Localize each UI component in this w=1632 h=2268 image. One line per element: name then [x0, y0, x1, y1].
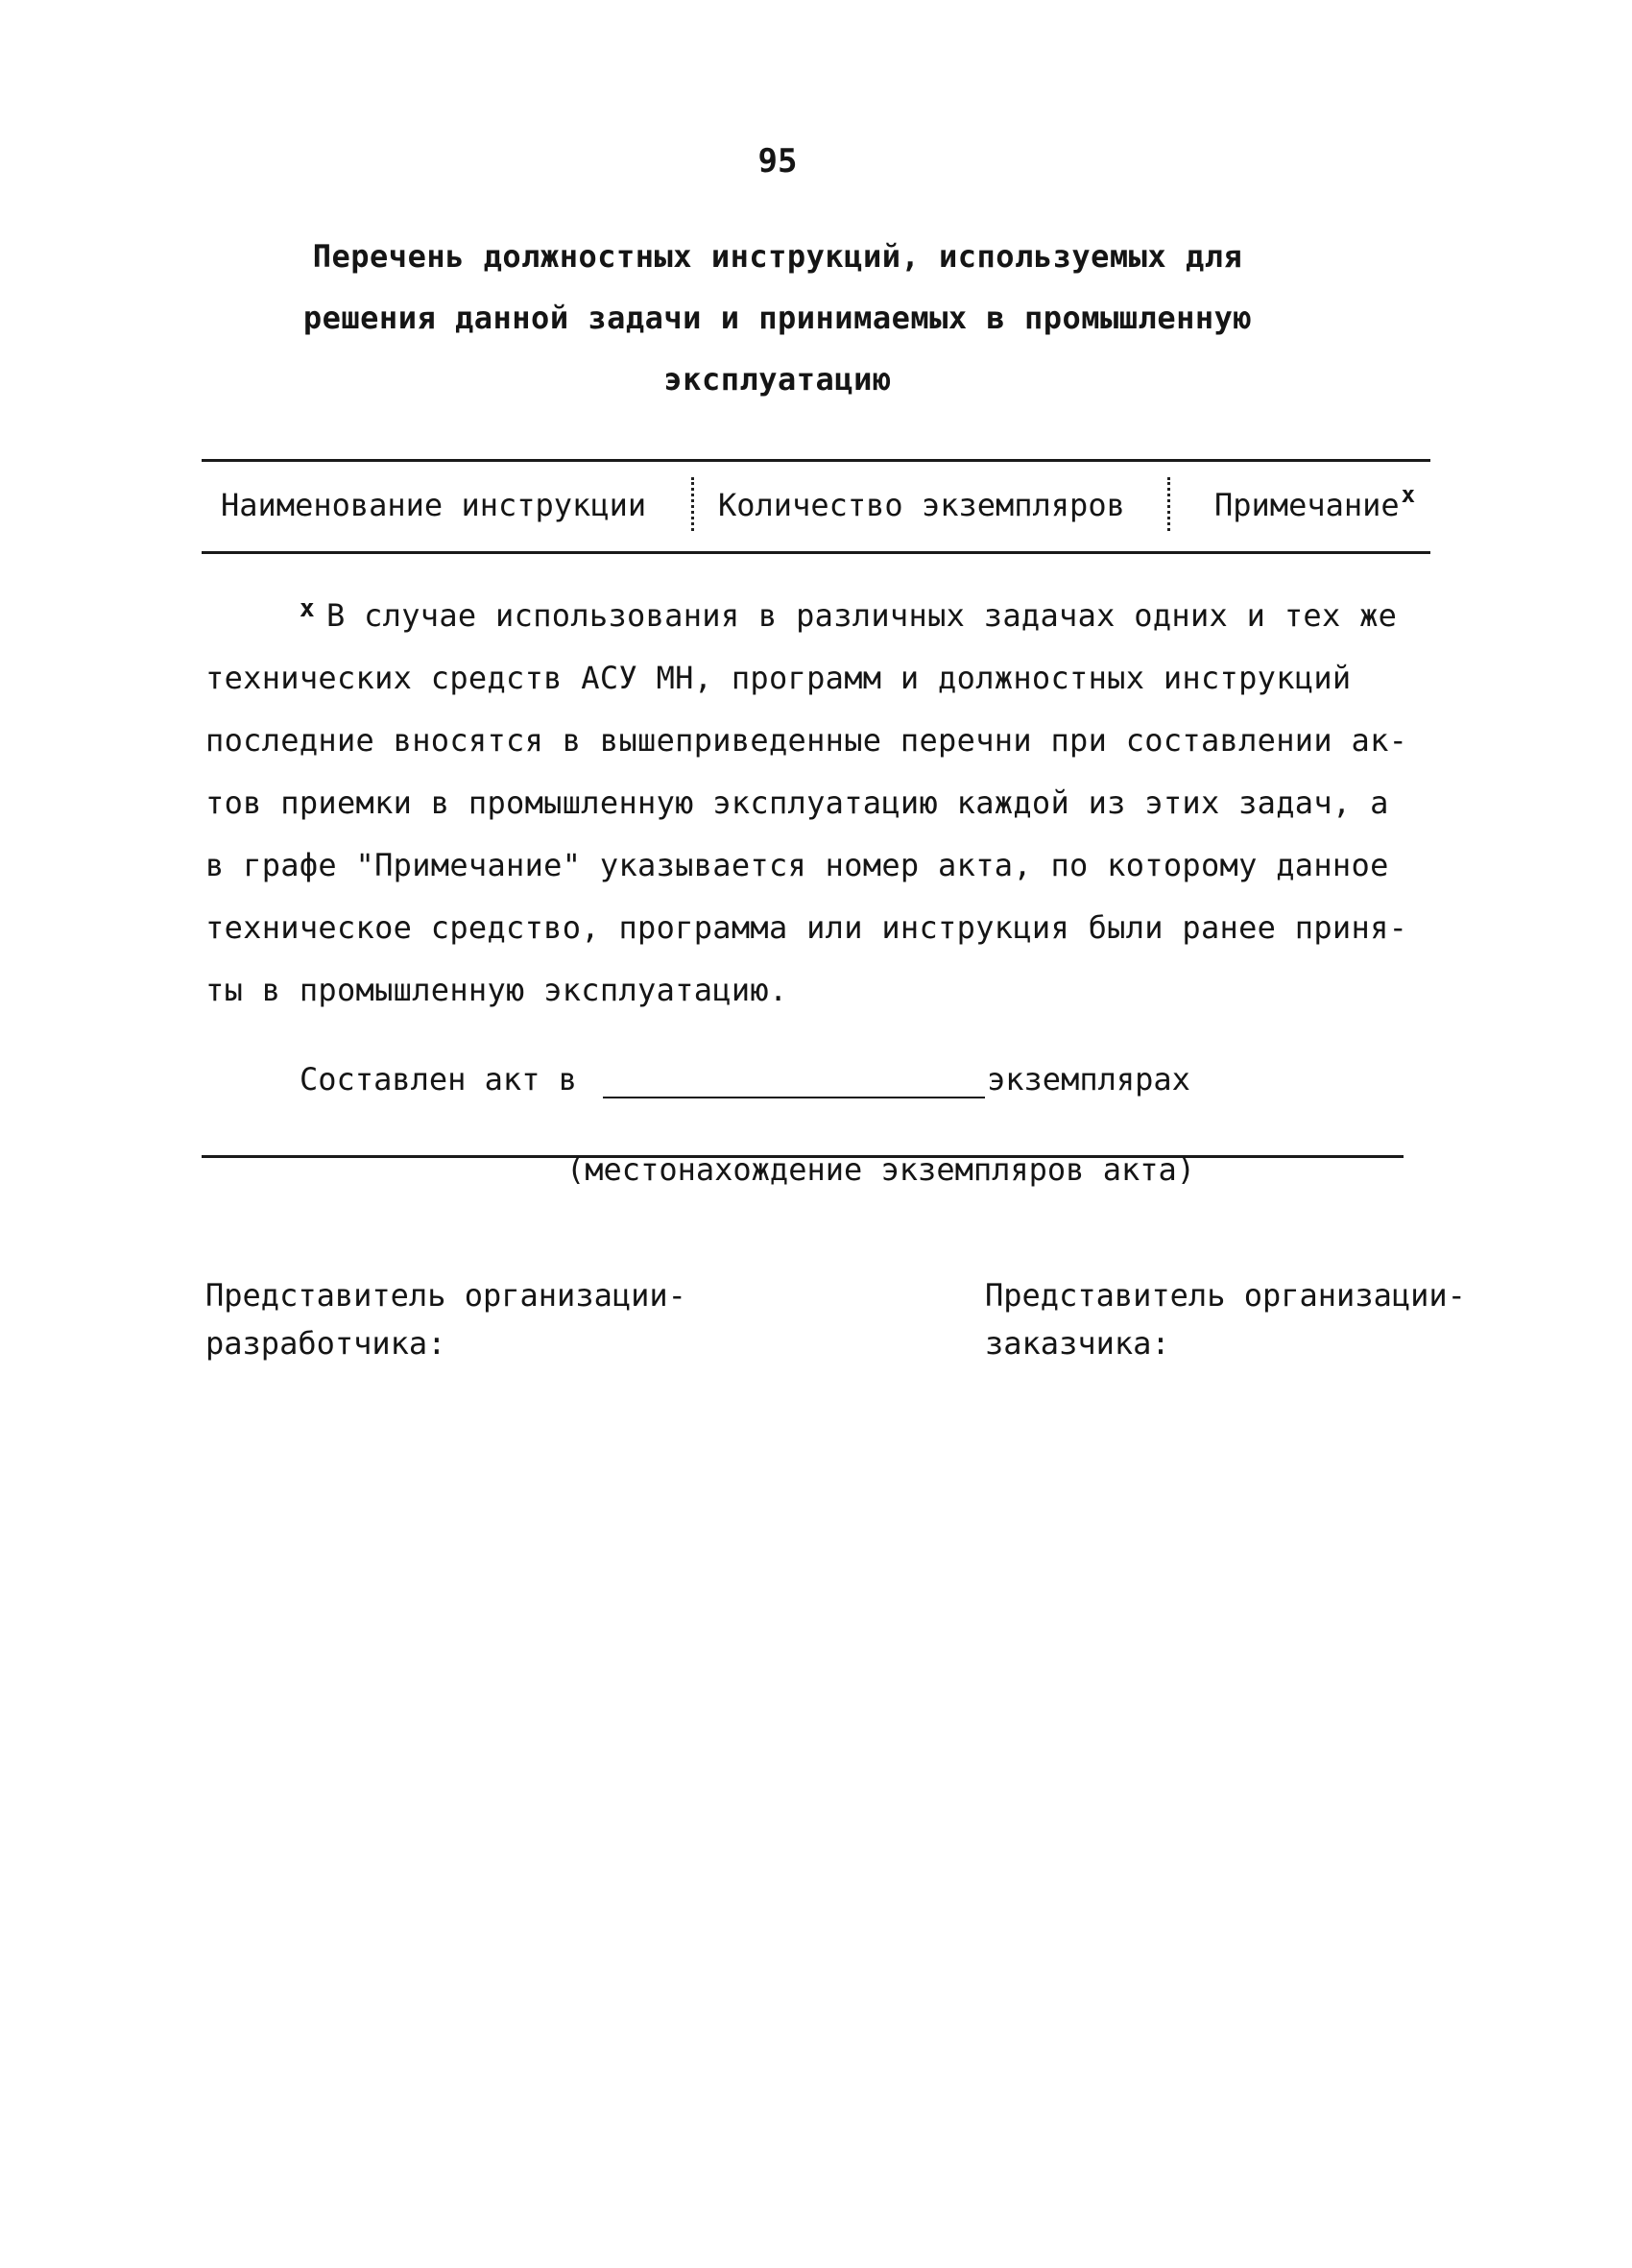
footnote-line-2: технических средств АСУ МН, программ и должностных инструкций	[205, 660, 1352, 696]
location-caption: (местонахождение экземпляров акта)	[566, 1151, 1196, 1188]
footnote-marker: x	[1401, 481, 1416, 508]
footnote-text: В случае использования в различных задачах одних и тех же	[325, 597, 1398, 634]
compiled-prefix: Составлен акт в	[300, 1061, 577, 1098]
footnote-line-5: в графе "Примечание" указывается номер акта, по которому данное	[205, 847, 1389, 883]
table-header-name: Наименование инструкции	[221, 487, 647, 523]
title-line-1: Перечень должностных инструкций, используемых для	[312, 238, 1243, 275]
developer-representative-line-2: разработчика:	[205, 1325, 446, 1362]
table-top-rule	[202, 459, 1430, 462]
title-line-2: решения данной задачи и принимаемых в промышленную	[302, 300, 1253, 336]
table-column-separator	[691, 477, 694, 531]
footnote-marker: x	[300, 594, 315, 623]
table-bottom-rule	[202, 551, 1430, 554]
table-header-note	[1214, 481, 1416, 523]
table-header-note-label: Примечание	[1214, 487, 1400, 523]
table-header-count: Количество экземпляров	[718, 487, 1125, 523]
footnote-line-3: последние вносятся в вышеприведенные перечни при составлении ак-	[205, 722, 1408, 759]
page-number: 95	[757, 142, 798, 181]
footnote-line-1	[300, 594, 1398, 634]
title-line-3: эксплуатацию	[663, 361, 892, 398]
copies-count-blank	[603, 1097, 985, 1098]
footnote-line-4: тов приемки в промышленную эксплуатацию каждой из этих задач, а	[205, 784, 1389, 821]
compiled-suffix: экземплярах	[987, 1061, 1190, 1098]
footnote-line-7: ты в промышленную эксплуатацию.	[205, 972, 788, 1008]
customer-representative-line-1: Представитель организации-	[985, 1277, 1466, 1314]
table-column-separator	[1167, 477, 1170, 531]
developer-representative-line-1: Представитель организации-	[205, 1277, 686, 1314]
footnote-line-6: техническое средство, программа или инструкция были ранее приня-	[205, 909, 1408, 946]
customer-representative-line-2: заказчика:	[985, 1325, 1170, 1362]
